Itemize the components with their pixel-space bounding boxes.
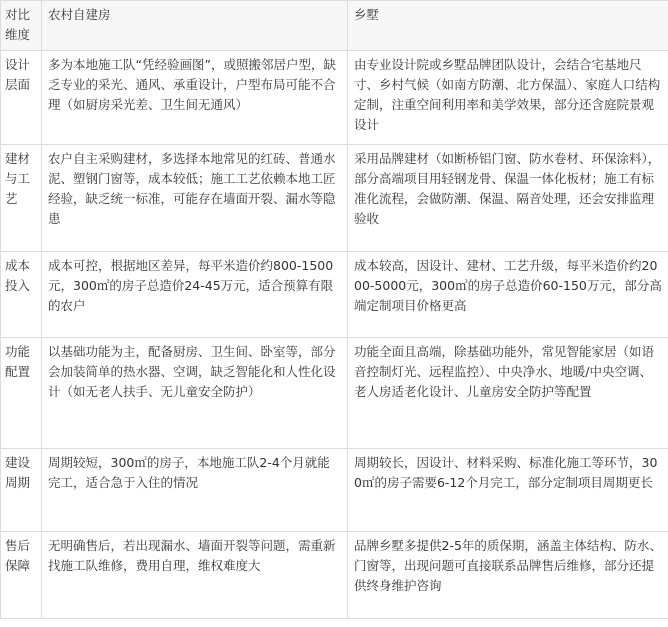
row-rural: 以基础功能为主，配备厨房、卫生间、卧室等，部分会加装简单的热水器、空调，缺乏智能化和人性化设计（如无老人扶手、无儿童安全防护） xyxy=(42,338,348,449)
row-villa: 由专业设计院或乡墅品牌团队设计，会结合宅基地尺寸、乡村气候（如南方防潮、北方保温）、家庭人口结构定制，注重空间利用率和美学效果，部分还含庭院景观设计 xyxy=(348,51,668,145)
row-dimension: 建设周期 xyxy=(1,449,42,532)
row-rural: 成本可控，根据地区差异，每平米造价约800-1500元，300㎡的房子总造价24-45万元，适合预算有限的农户 xyxy=(42,252,348,338)
row-rural: 周期较短，300㎡的房子，本地施工队2-4个月就能完工，适合急于入住的情况 xyxy=(42,449,348,532)
header-rural: 农村自建房 xyxy=(42,1,348,51)
row-villa: 品牌乡墅多提供2-5年的质保期，涵盖主体结构、防水、门窗等，出现问题可直接联系品牌售后维修，部分还提供终身维护咨询 xyxy=(348,532,668,619)
table-header-row xyxy=(1,1,668,51)
row-dimension: 设计层面 xyxy=(1,51,42,145)
table-row xyxy=(1,449,668,532)
row-villa: 周期较长，因设计、材料采购、标准化施工等环节，300㎡的房子需要6-12个月完工，部分定制项目周期更长 xyxy=(348,449,668,532)
table-row xyxy=(1,532,668,619)
table-row xyxy=(1,338,668,449)
header-dimension: 对比维度 xyxy=(1,1,42,51)
row-rural: 农户自主采购建材，多选择本地常见的红砖、普通水泥、塑钢门窗等，成本较低；施工工艺依赖本地工匠经验，缺乏统一标准，可能存在墙面开裂、漏水等隐患 xyxy=(42,145,348,252)
row-dimension: 成本投入 xyxy=(1,252,42,338)
header-villa: 乡墅 xyxy=(348,1,668,51)
row-dimension: 售后保障 xyxy=(1,532,42,619)
row-dimension: 建材与工艺 xyxy=(1,145,42,252)
row-rural: 无明确售后，若出现漏水、墙面开裂等问题，需重新找施工队维修，费用自理，维权难度大 xyxy=(42,532,348,619)
row-rural: 多为本地施工队“凭经验画图”，或照搬邻居户型，缺乏专业的采光、通风、承重设计，户型布局可能不合理（如厨房采光差、卫生间无通风） xyxy=(42,51,348,145)
table-row xyxy=(1,252,668,338)
row-villa: 采用品牌建材（如断桥铝门窗、防水卷材、环保涂料），部分高端项目用轻钢龙骨、保温一体化板材；施工有标准化流程，会做防潮、保温、隔音处理，还会安排监理验收 xyxy=(348,145,668,252)
row-villa: 成本较高，因设计、建材、工艺升级，每平米造价约2000-5000元，300㎡的房子总造价60-150万元，部分高端定制项目价格更高 xyxy=(348,252,668,338)
table-row xyxy=(1,145,668,252)
row-dimension: 功能配置 xyxy=(1,338,42,449)
table-row xyxy=(1,51,668,145)
row-villa: 功能全面且高端，除基础功能外，常见智能家居（如语音控制灯光、远程监控）、中央净水、地暖/中央空调、老人房适老化设计、儿童房安全防护等配置 xyxy=(348,338,668,449)
